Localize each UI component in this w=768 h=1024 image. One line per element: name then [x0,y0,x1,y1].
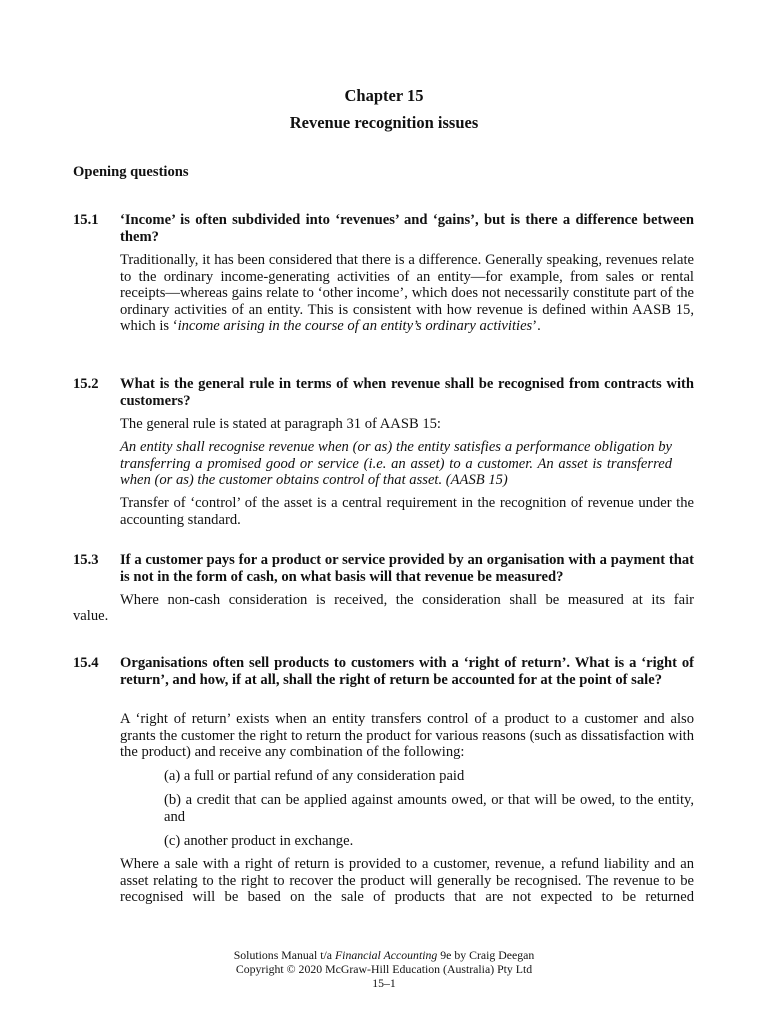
answer-intro: The general rule is stated at paragraph 31 of AASB 15: [120,416,441,432]
footer-book-title: Financial Accounting [334,948,438,962]
question-text: What is the general rule in terms of when revenue shall be recognised from contracts with customers? [120,376,694,409]
footer-copyright: Copyright © 2020 McGraw-Hill Education (Australia) Pty Ltd [235,962,533,976]
footer-suffix: 9e by Craig Deegan [437,948,535,962]
section-heading: Opening questions [73,164,189,180]
question-text: If a customer pays for a product or service provided by an organisation with a payment that is not in the form of cash, on what basis will that revenue be measured? [120,552,694,585]
chapter-number: Chapter 15 [344,86,424,105]
list-item: (c) another product in exchange. [164,833,354,849]
answer-line: Where non-cash consideration is received, the consideration shall be measured at its fair [120,592,694,608]
page-number: 15–1 [372,976,396,990]
footer-prefix: Solutions Manual t/a [233,948,335,962]
answer-end: ’. [532,318,541,334]
answer-text: Traditionally, it has been considered that there is a difference. Generally speaking, revenues relate to the ordinary income-generating activities of an entity—for example, from sales or rental receipts—whereas gains relate to ‘other income’, which does not necessarily constitute part of the ordinary activities of an entity. This is consistent with how revenue is defined within AASB 15, which is ‘ [120,252,694,334]
question-number: 15.3 [73,552,99,568]
standard-quote: An entity shall recognise revenue when (or as) the entity satisfies a performance obligation by transferring a promised good or service (i.e. an asset) to a customer. An asset is transferred when (or as) the customer obtains control of that asset. (AASB 15) [120,439,672,488]
list-item: (b) a credit that can be applied against amounts owed, or that will be owed, to the entity, and [164,792,694,825]
answer-italic-quote: income arising in the course of an entity’s ordinary activities [177,318,533,334]
answer-line: value. [73,608,109,624]
answer-paragraph [120,252,694,335]
list-item: (a) a full or partial refund of any consideration paid [164,768,465,784]
footer-citation [0,948,768,962]
question-number: 15.4 [73,655,99,671]
question-number: 15.2 [73,376,99,392]
answer-paragraph: A ‘right of return’ exists when an entity transfers control of a product to a customer and also grants the customer the right to return the product for various reasons (such as dissatisfaction with the product) and receive any combination of the following: [120,711,694,760]
question-number: 15.1 [73,212,99,228]
question-text: Organisations often sell products to customers with a ‘right of return’. What is a ‘right of return’, and how, if at all, shall the right of return be accounted for at the point of sale? [120,655,694,688]
answer-paragraph: Transfer of ‘control’ of the asset is a central requirement in the recognition of revenue under the accounting standard. [120,495,694,528]
answer-paragraph: Where a sale with a right of return is provided to a customer, revenue, a refund liability and an asset relating to the right to recover the product will generally be recognised. The revenue to be recognised will be based on the sale of products that are not expected to be returned [120,856,694,905]
page-footer [0,948,768,990]
chapter-title: Revenue recognition issues [289,113,479,132]
question-text: ‘Income’ is often subdivided into ‘revenues’ and ‘gains’, but is there a difference between them? [120,212,694,245]
